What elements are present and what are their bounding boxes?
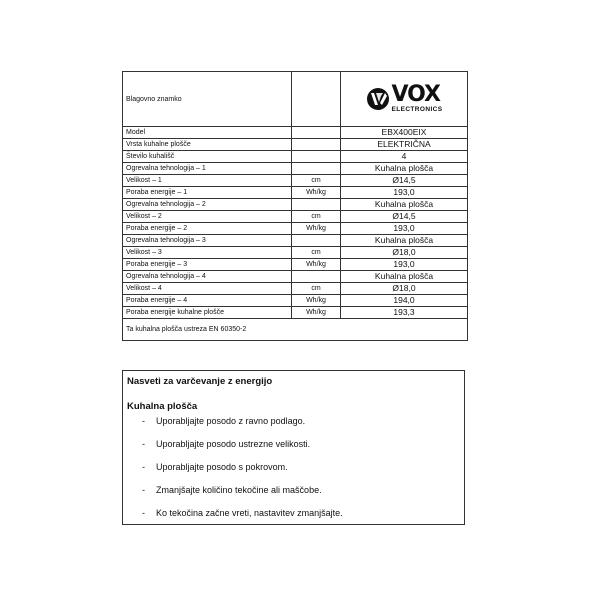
spec-label: Ogrevalna tehnologija – 2	[123, 199, 292, 211]
brand-logo-cell	[341, 72, 468, 127]
spec-row	[123, 223, 468, 235]
spec-row	[123, 127, 468, 139]
spec-value: 193,3	[341, 307, 468, 319]
spec-row	[123, 247, 468, 259]
spec-value: Ø14,5	[341, 211, 468, 223]
spec-label: Število kuhališč	[123, 151, 292, 163]
spec-label: Vrsta kuhalne plošče	[123, 139, 292, 151]
standard-note: Ta kuhalna plošča ustreza EN 60350-2	[123, 319, 468, 341]
spec-value: 4	[341, 151, 468, 163]
tip-text: Uporabljajte posodo s pokrovom.	[156, 462, 288, 472]
spec-row	[123, 271, 468, 283]
energy-saving-tips	[122, 370, 465, 525]
spec-label: Poraba energije – 3	[123, 259, 292, 271]
spec-unit	[292, 235, 341, 247]
brand-row	[123, 72, 468, 127]
spec-unit: cm	[292, 247, 341, 259]
spec-unit	[292, 199, 341, 211]
tip-text: Zmanjšajte količino tekočine ali maščobe.	[156, 485, 322, 495]
tip-item	[127, 416, 460, 439]
spec-label: Ogrevalna tehnologija – 4	[123, 271, 292, 283]
spec-label: Velikost – 1	[123, 175, 292, 187]
tips-heading: Nasveti za varčevanje z energijo	[127, 376, 273, 387]
spec-label: Poraba energije – 4	[123, 295, 292, 307]
spec-unit: cm	[292, 211, 341, 223]
spec-row	[123, 163, 468, 175]
spec-row	[123, 295, 468, 307]
spec-row	[123, 151, 468, 163]
bullet-dash: -	[142, 508, 145, 518]
tip-item	[127, 508, 460, 531]
tip-item	[127, 439, 460, 462]
spec-value: EBX400EIX	[341, 127, 468, 139]
tips-subheading: Kuhalna plošča	[127, 401, 198, 412]
spec-value: Ø18,0	[341, 247, 468, 259]
bullet-dash: -	[142, 439, 145, 449]
spec-unit	[292, 127, 341, 139]
spec-value: 194,0	[341, 295, 468, 307]
vox-logo-mark-icon	[366, 87, 390, 111]
standard-note-row	[123, 319, 468, 341]
spec-value: Kuhalna plošča	[341, 163, 468, 175]
spec-value: 193,0	[341, 187, 468, 199]
spec-value: Kuhalna plošča	[341, 199, 468, 211]
spec-label: Model	[123, 127, 292, 139]
spec-label: Poraba energije – 1	[123, 187, 292, 199]
spec-unit	[292, 139, 341, 151]
bullet-dash: -	[142, 462, 145, 472]
spec-unit	[292, 163, 341, 175]
spec-unit	[292, 271, 341, 283]
spec-row	[123, 139, 468, 151]
brand-label: Blagovno znamko	[123, 72, 292, 127]
spec-row	[123, 211, 468, 223]
spec-unit: cm	[292, 283, 341, 295]
logo-subtext: ELECTRONICS	[391, 106, 443, 114]
spec-value: 193,0	[341, 259, 468, 271]
spec-label: Ogrevalna tehnologija – 1	[123, 163, 292, 175]
tip-text: Uporabljajte posodo ustrezne velikosti.	[156, 439, 311, 449]
tip-text: Uporabljajte posodo z ravno podlago.	[156, 416, 306, 426]
vox-logo	[344, 84, 464, 114]
spec-row	[123, 235, 468, 247]
spec-value: Ø14,5	[341, 175, 468, 187]
spec-row	[123, 199, 468, 211]
spec-value: Kuhalna plošča	[341, 271, 468, 283]
tip-item	[127, 462, 460, 485]
spec-value: Kuhalna plošča	[341, 235, 468, 247]
spec-unit: Wh/kg	[292, 223, 341, 235]
spec-label: Velikost – 3	[123, 247, 292, 259]
tips-list	[127, 416, 460, 531]
logo-text: VOX	[391, 82, 441, 108]
spec-label: Velikost – 4	[123, 283, 292, 295]
spec-label: Velikost – 2	[123, 211, 292, 223]
tip-text: Ko tekočina začne vreti, nastavitev zmanjšajte.	[156, 508, 343, 518]
spec-row	[123, 307, 468, 319]
spec-unit: Wh/kg	[292, 187, 341, 199]
spec-row	[123, 187, 468, 199]
spec-unit: Wh/kg	[292, 295, 341, 307]
spec-unit: Wh/kg	[292, 307, 341, 319]
spec-label: Ogrevalna tehnologija – 3	[123, 235, 292, 247]
spec-unit: cm	[292, 175, 341, 187]
bullet-dash: -	[142, 416, 145, 426]
spec-label: Poraba energije kuhalne plošče	[123, 307, 292, 319]
spec-unit: Wh/kg	[292, 259, 341, 271]
spec-unit	[292, 151, 341, 163]
spec-value: ELEKTRIČNA	[341, 139, 468, 151]
bullet-dash: -	[142, 485, 145, 495]
spec-value: Ø18,0	[341, 283, 468, 295]
spec-row	[123, 175, 468, 187]
spec-value: 193,0	[341, 223, 468, 235]
spec-row	[123, 259, 468, 271]
spec-label: Poraba energije – 2	[123, 223, 292, 235]
energy-spec-table	[122, 71, 468, 341]
tip-item	[127, 485, 460, 508]
spec-row	[123, 283, 468, 295]
